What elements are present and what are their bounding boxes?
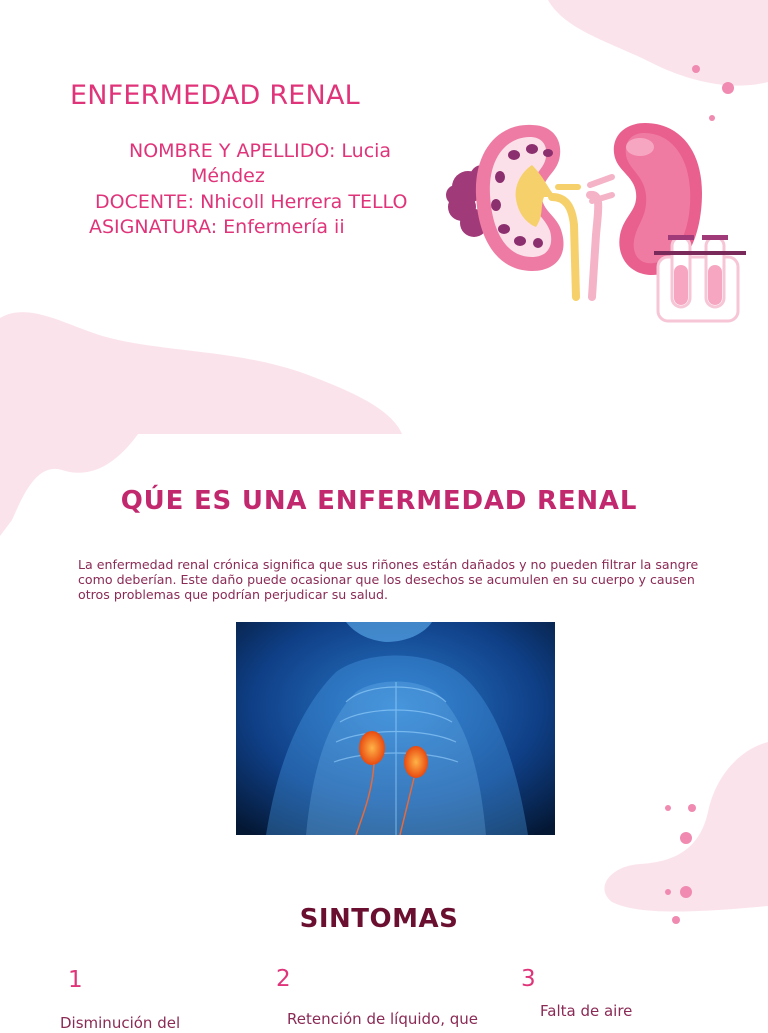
disease-description: La enfermedad renal crónica significa que sus riñones están dañados y no pueden filtrar la sangre como deberían. Este daño puede ocasionar que los desechos se acumulen en su cuerpo y causen otros problemas que podrían perjudicar su salud. — [78, 557, 699, 602]
human-body-kidneys-photo — [236, 622, 555, 835]
teacher-label: DOCENTE: Nhicoll Herrera TELLO — [95, 191, 408, 213]
symptom-3-text: Falta de aire — [540, 1002, 633, 1020]
symptom-2-text: Retención de líquido, que — [287, 1010, 479, 1028]
symptom-1-text: Disminución del — [60, 1014, 181, 1032]
kidney-illustration — [440, 115, 750, 330]
student-name-continuation: Méndez — [191, 165, 265, 187]
section-title: QÚE ES UNA ENFERMEDAD RENAL — [120, 486, 638, 516]
symptom-2-number: 2 — [276, 966, 291, 992]
symptoms-title: SINTOMAS — [299, 904, 459, 934]
symptom-1-number: 1 — [68, 967, 83, 993]
symptom-3-number: 3 — [521, 966, 536, 992]
page-title: ENFERMEDAD RENAL — [70, 80, 360, 111]
student-name-label: NOMBRE Y APELLIDO: Lucia — [129, 140, 392, 162]
subject-label: ASIGNATURA: Enfermería ii — [89, 216, 345, 238]
